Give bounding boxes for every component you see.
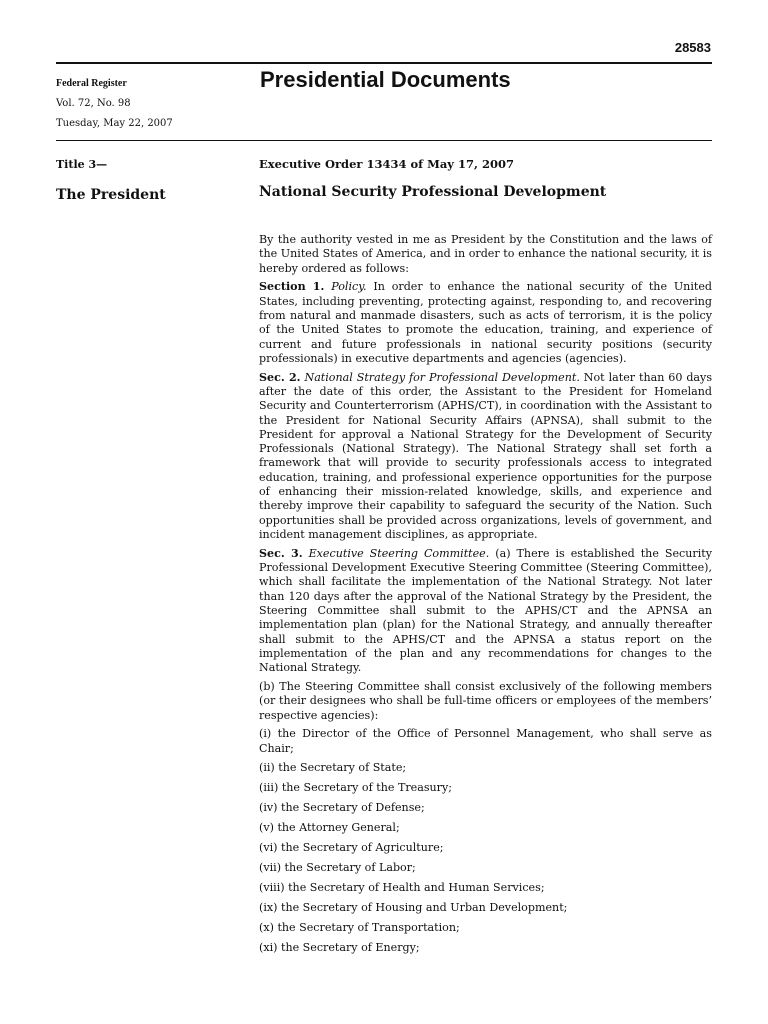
member-item: (ix) the Secretary of Housing and Urban Development; bbox=[259, 900, 568, 914]
member-item: (i) the Director of the Office of Personnel Management, who shall serve as Chair; bbox=[259, 727, 712, 755]
member-item: (v) the Attorney General; bbox=[259, 821, 400, 835]
member-item: (vi) the Secretary of Agriculture; bbox=[259, 841, 444, 855]
member-item: (viii) the Secretary of Health and Human Services; bbox=[259, 880, 545, 894]
page-number: 28583 bbox=[674, 40, 711, 55]
member-item: (iii) the Secretary of the Treasury; bbox=[259, 781, 452, 795]
title-subtitle: The President bbox=[56, 187, 166, 203]
member-item: (vii) the Secretary of Labor; bbox=[259, 860, 416, 874]
executive-order-subject: National Security Professional Development bbox=[259, 184, 607, 200]
preamble: By the authority vested in me as President by the Constitution and the laws of the United States of America, and in order to enhance the national security, it is hereby ordered as follows: bbox=[259, 233, 712, 275]
title-number: Title 3— bbox=[56, 158, 108, 171]
register-date: Tuesday, May 22, 2007 bbox=[56, 118, 173, 129]
header-rule bbox=[56, 62, 712, 64]
section-2-text: Not later than 60 days after the date of this order, the Assistant to the President for Homeland Security and Counterterrorism (APHS/CT), in coordination with the Assistant to the President for National Security Affairs (APNSA), shall submit to the President for approval a National Strategy for the Development of Security Professionals (National Strategy). The National Strategy shall set forth a framework that will provide to security professionals access to integrated education, training, and professional experience opportunities for the purpose of enhancing their mission-related knowledge, skills, and experience and thereby improve their capability to safeguard the security of the Nation. Such opportunities shall be provided across organizations, levels of government, and incident management disciplines, as appropriate. bbox=[259, 370, 713, 541]
section-3-label: Sec. 3. bbox=[259, 546, 303, 560]
section-1 bbox=[259, 280, 712, 366]
register-volume: Vol. 72, No. 98 bbox=[56, 98, 131, 109]
section-rule bbox=[56, 140, 712, 141]
section-2 bbox=[259, 371, 712, 543]
register-name: Federal Register bbox=[56, 78, 127, 89]
page-title: Presidential Documents bbox=[260, 67, 511, 92]
section-2-title: National Strategy for Professional Development. bbox=[304, 370, 580, 384]
member-item: (ii) the Secretary of State; bbox=[259, 761, 407, 775]
section-1-title: Policy. bbox=[331, 280, 367, 294]
section-3-text: (a) There is established the Security Professional Development Executive Steering Committee (Steering Committee), which shall facilitate the implementation of the National Strategy. Not later than 120 days after the approval of the National Strategy by the President, the Steering Committee shall submit to the APHS/CT and the APNSA an implementation plan (plan) for the National Strategy, and annually thereafter shall submit to the APHS/CT and the APNSA a status report on the implementation of the plan and any recommendations for changes to the National Strategy. bbox=[259, 546, 712, 675]
section-3-title: Executive Steering Committee. bbox=[308, 546, 490, 560]
section-2-label: Sec. 2. bbox=[259, 370, 301, 384]
section-1-text: In order to enhance the national security of the United States, including preventing, protecting against, responding to, and recovering from natural and manmade disasters, such as acts of terrorism, it is the policy of the United States to promote the education, training, and experience of current and future professionals in national security positions (security professionals) in executive departments and agencies (agencies). bbox=[259, 280, 712, 365]
member-item: (iv) the Secretary of Defense; bbox=[259, 801, 425, 815]
section-3-b: (b) The Steering Committee shall consist exclusively of the following members (or their designees who shall be full-time officers or employees of the members’ respective agencies): bbox=[259, 679, 712, 722]
order-body bbox=[259, 233, 712, 960]
member-item: (xi) the Secretary of Energy; bbox=[259, 940, 420, 954]
member-item: (x) the Secretary of Transportation; bbox=[259, 920, 460, 934]
section-1-label: Section 1. bbox=[259, 280, 325, 294]
register-info bbox=[56, 74, 173, 134]
executive-order-title: Executive Order 13434 of May 17, 2007 bbox=[259, 157, 514, 171]
section-3 bbox=[259, 547, 712, 676]
